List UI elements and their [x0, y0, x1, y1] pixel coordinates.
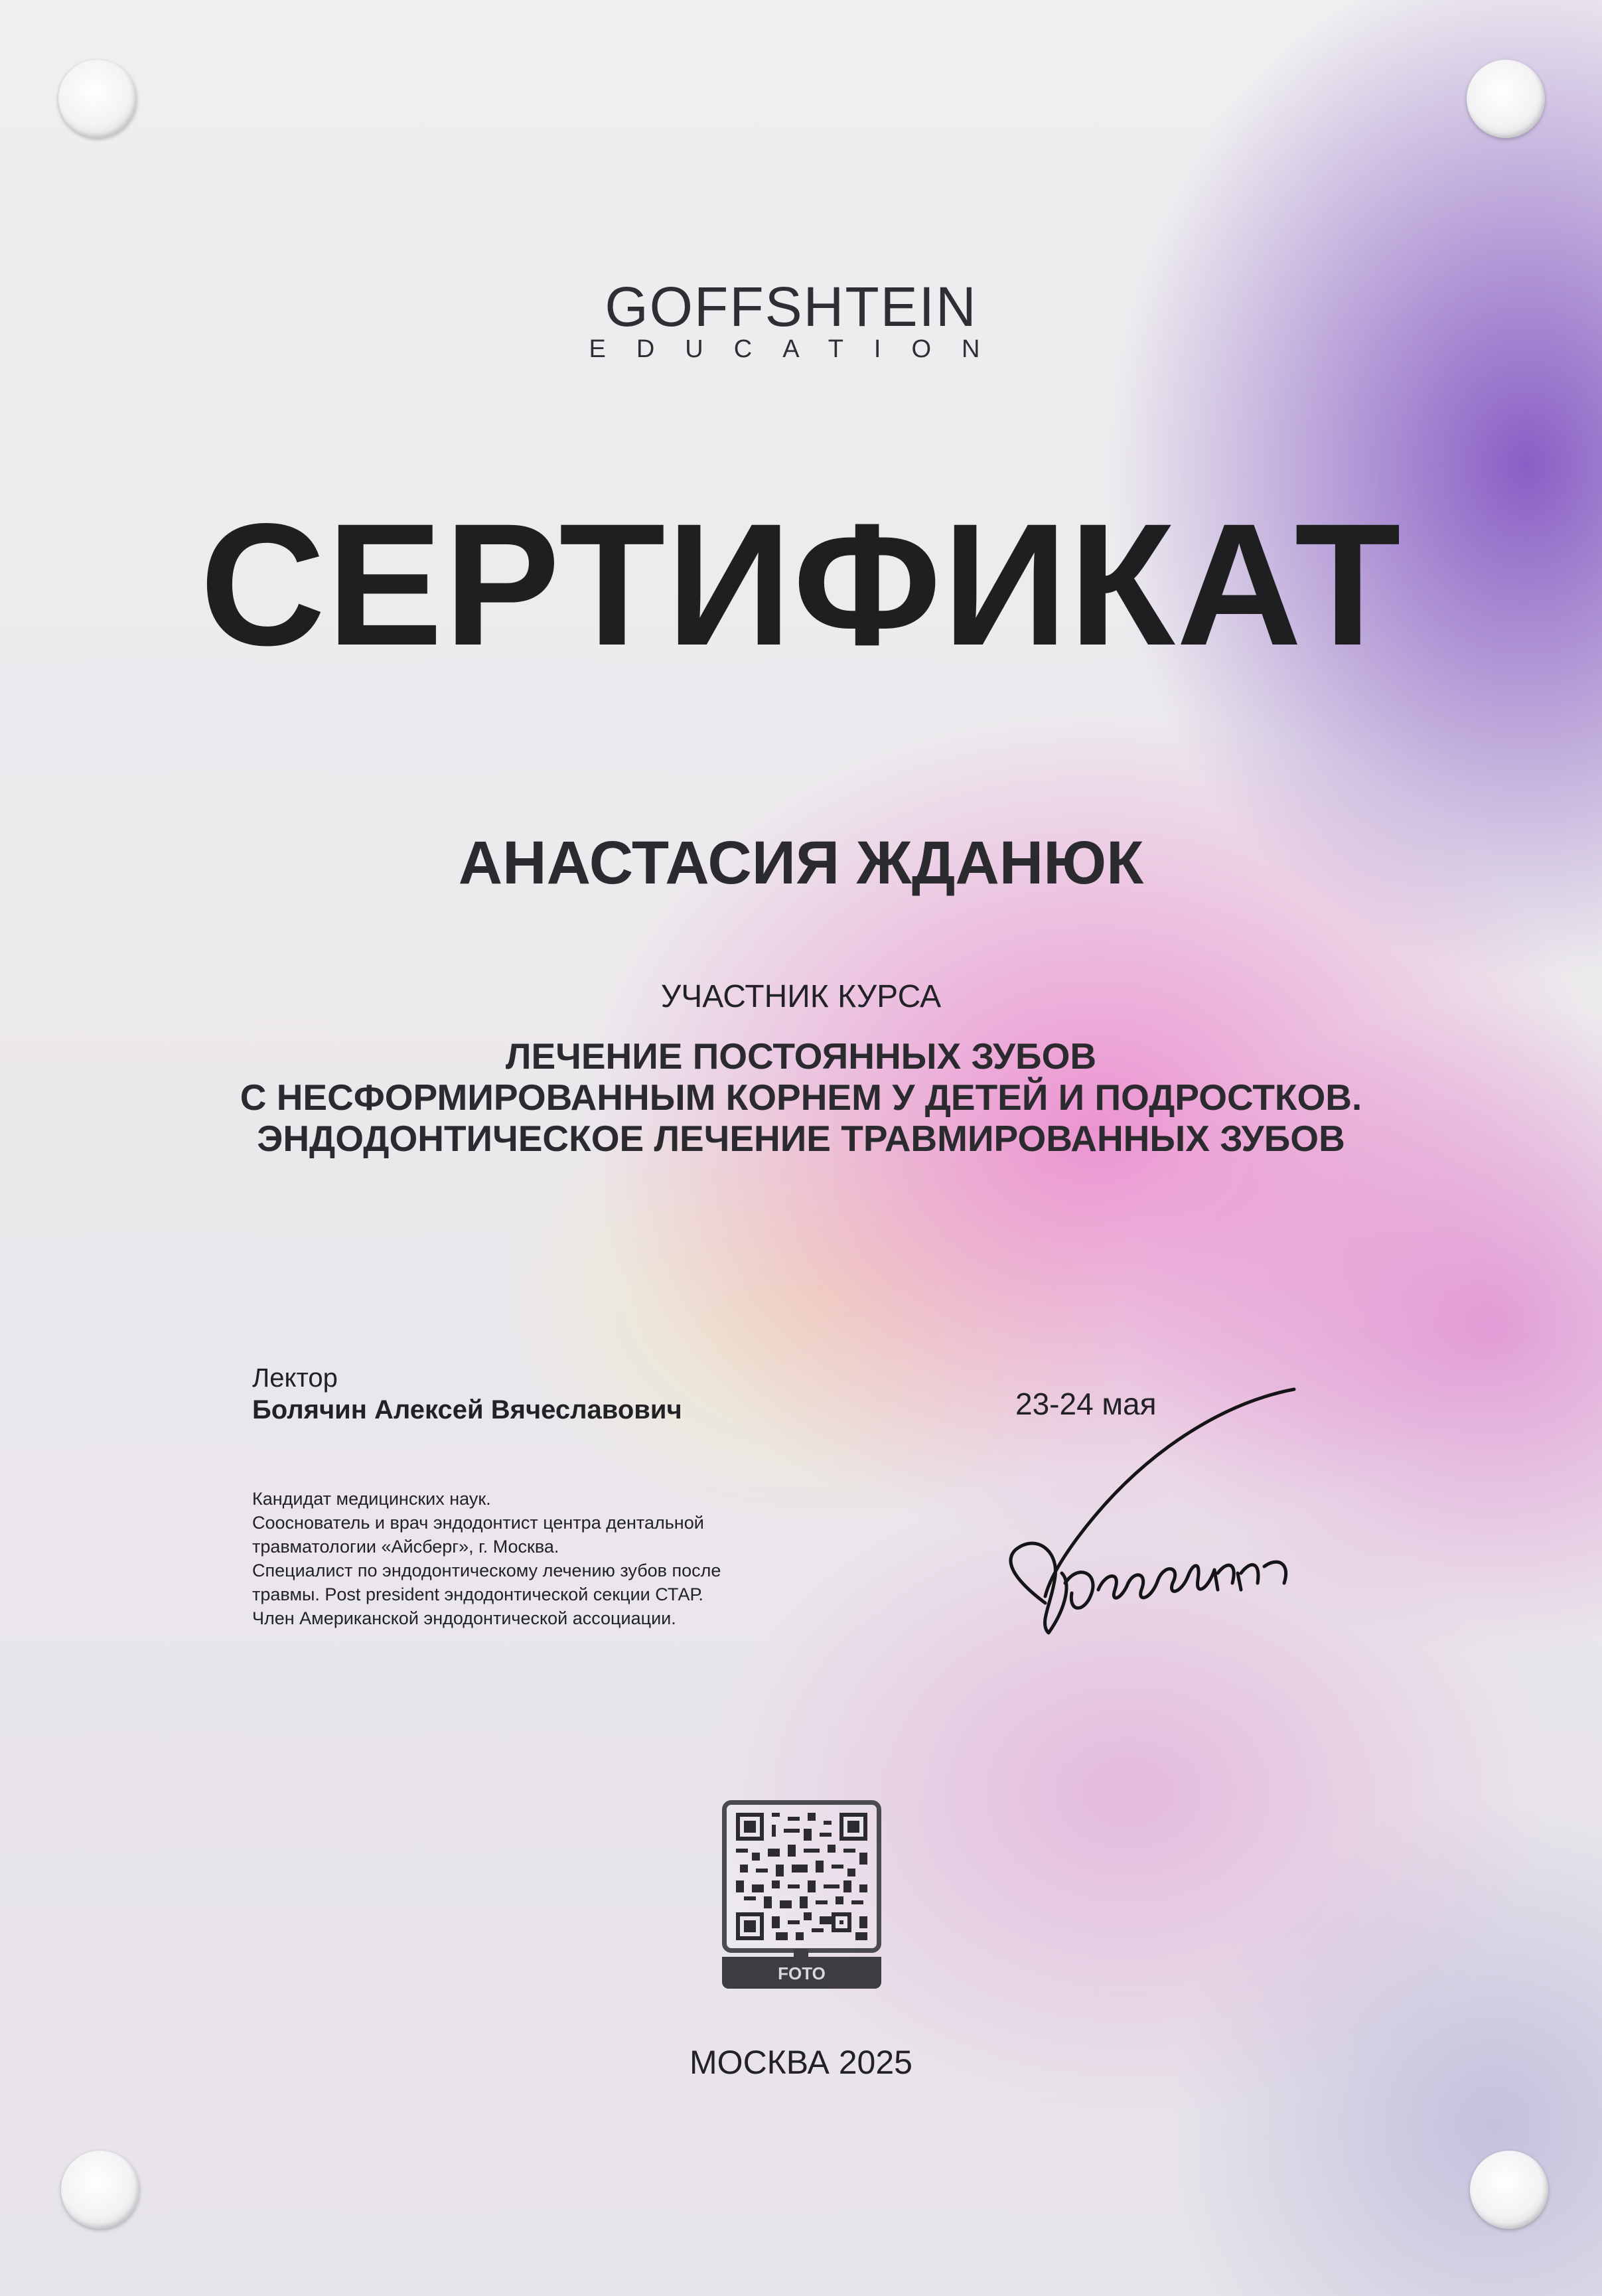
lecturer-name: Болячин Алексей Вячеславович — [252, 1395, 682, 1424]
logo-main-text: GOFFSHTEIN — [605, 275, 978, 338]
mount-hole-bottom-right — [1470, 2151, 1548, 2229]
bio-line: Кандидат медицинских наук. — [252, 1489, 491, 1509]
qr-caption: FOTO — [722, 1957, 881, 1989]
qr-code-block — [722, 1800, 881, 1989]
bio-line: травмы. Post president эндодонтической секции СТАР. — [252, 1584, 703, 1604]
bio-line: Специалист по эндодонтическому лечению зубов после — [252, 1561, 721, 1580]
logo-sub-text: EDUCATION — [589, 335, 1011, 363]
lecturer-block — [252, 1362, 816, 1426]
course-line-1: ЛЕЧЕНИЕ ПОСТОЯННЫХ ЗУБОВ — [505, 1035, 1097, 1077]
course-dates: 23-24 мая — [1015, 1387, 1157, 1421]
mount-hole-bottom-left — [61, 2151, 139, 2229]
lecturer-bio — [252, 1487, 757, 1630]
certificate-title: СЕРТИФИКАТ — [200, 487, 1402, 682]
recipient-name: АНАСТАСИЯ ЖДАНЮК — [458, 829, 1144, 897]
qr-code-frame — [722, 1800, 881, 1953]
bio-line: Член Американской эндодонтической ассоциации. — [252, 1608, 676, 1628]
bio-line: Сооснователь и врач эндодонтист центра дентальной — [252, 1513, 704, 1533]
course-line-3: ЭНДОДОНТИЧЕСКОЕ ЛЕЧЕНИЕ ТРАВМИРОВАННЫХ ЗУБОВ — [257, 1118, 1345, 1159]
city-year: МОСКВА 2025 — [690, 2044, 912, 2081]
brand-logo — [565, 275, 1017, 363]
mount-hole-top-left — [58, 60, 137, 138]
mount-hole-top-right — [1467, 60, 1545, 138]
handwritten-signature — [999, 1384, 1311, 1649]
bio-line: травматологии «Айсберг», г. Москва. — [252, 1537, 559, 1557]
lecturer-label: Лектор — [252, 1363, 338, 1393]
qr-code-icon — [736, 1813, 867, 1940]
course-line-2: С НЕСФОРМИРОВАННЫМ КОРНЕМ У ДЕТЕЙ И ПОДРОСТКОВ. — [240, 1077, 1362, 1118]
participant-label: УЧАСТНИК КУРСА — [660, 979, 942, 1014]
course-title — [0, 1035, 1602, 1159]
